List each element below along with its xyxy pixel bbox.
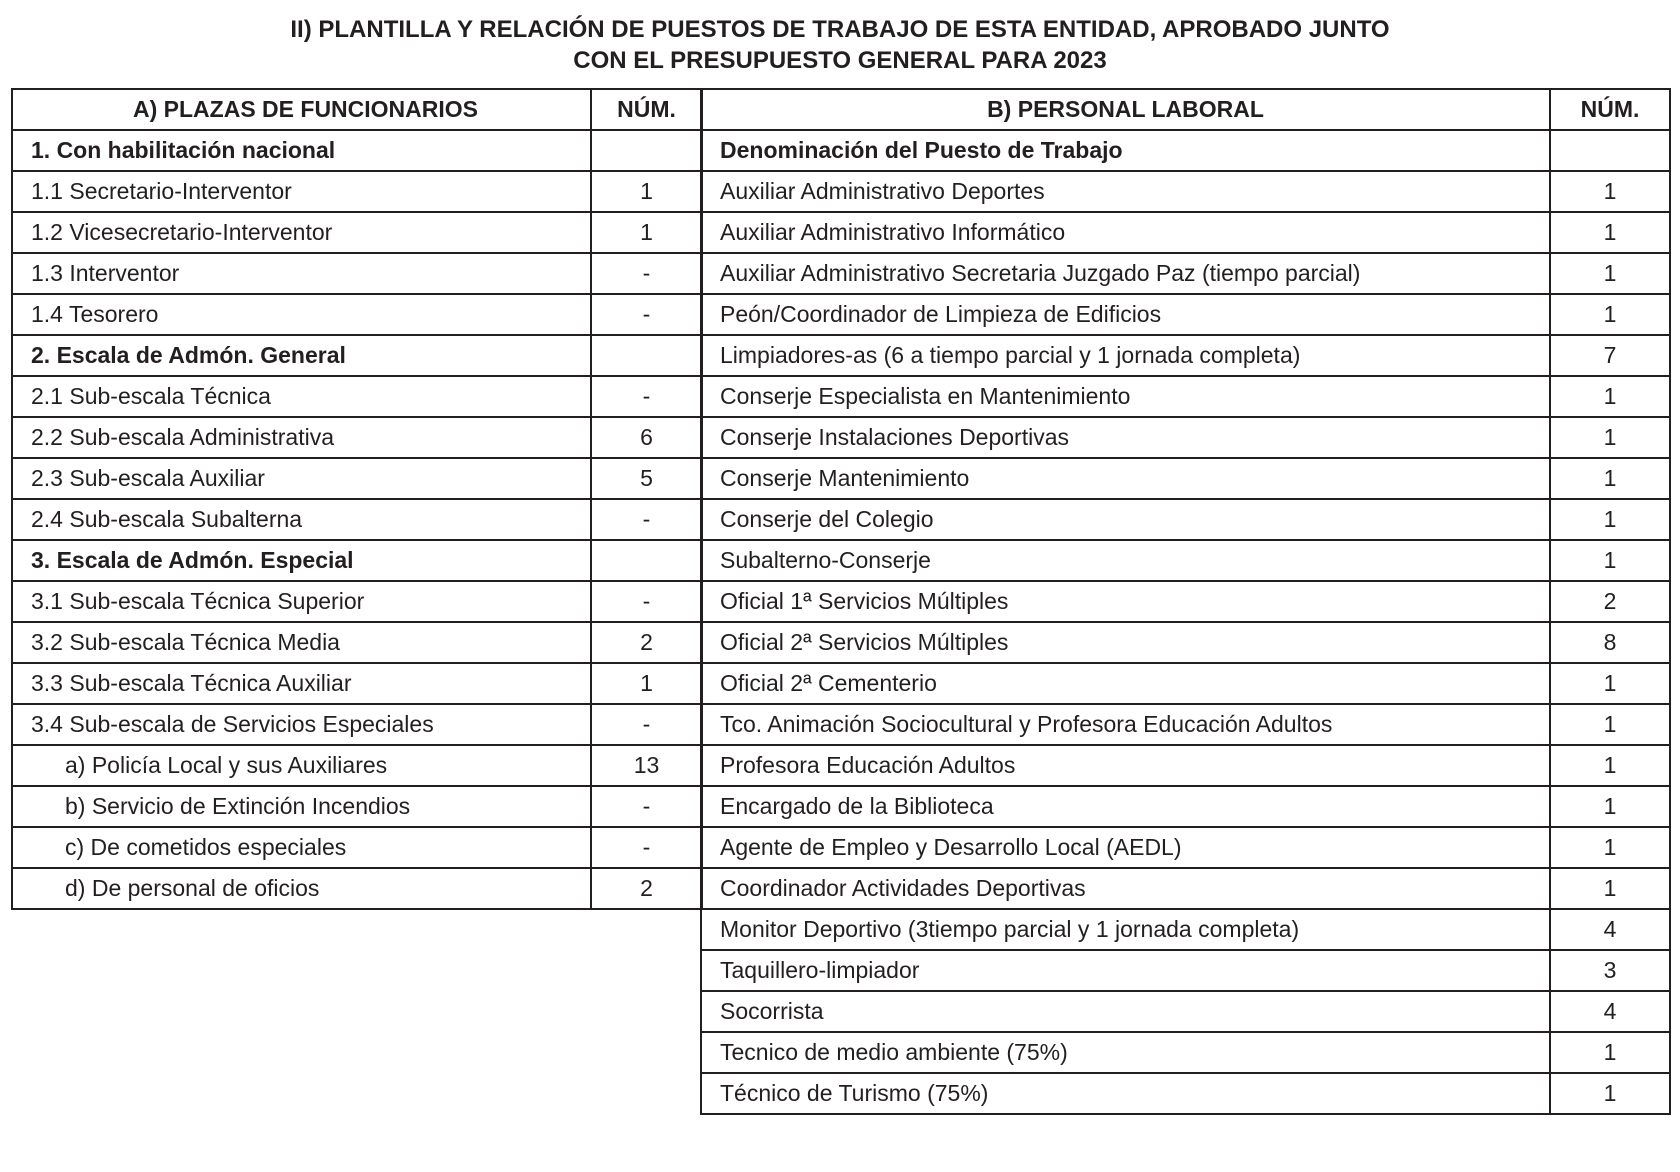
- table-row: [701, 950, 1670, 991]
- row-name: Subalterno-Conserje: [701, 540, 1550, 581]
- row-num: -: [591, 499, 702, 540]
- row-num: [591, 335, 702, 376]
- row-name: 1.1 Secretario-Interventor: [12, 171, 591, 212]
- row-num: 1: [1550, 704, 1670, 745]
- row-name: Conserje Especialista en Mantenimiento: [701, 376, 1550, 417]
- row-name: Denominación del Puesto de Trabajo: [701, 130, 1550, 171]
- table-row: [12, 540, 702, 581]
- row-num: [1550, 130, 1670, 171]
- table-row: [701, 499, 1670, 540]
- row-name: Conserje Mantenimiento: [701, 458, 1550, 499]
- row-num: 1: [591, 171, 702, 212]
- row-name: 2.3 Sub-escala Auxiliar: [12, 458, 591, 499]
- row-num: 1: [1550, 540, 1670, 581]
- row-name: Encargado de la Biblioteca: [701, 786, 1550, 827]
- table-row: [12, 253, 702, 294]
- table-row: [701, 253, 1670, 294]
- table-row: [701, 991, 1670, 1032]
- row-name: 3. Escala de Admón. Especial: [12, 540, 591, 581]
- row-name: Profesora Educación Adultos: [701, 745, 1550, 786]
- table-row: [701, 786, 1670, 827]
- table-row: [12, 458, 702, 499]
- laboral-header-row: [701, 89, 1670, 130]
- row-num: 1: [1550, 827, 1670, 868]
- table-row: [12, 376, 702, 417]
- row-name: 2.1 Sub-escala Técnica: [12, 376, 591, 417]
- row-num: 4: [1550, 909, 1670, 950]
- laboral-header-num: NÚM.: [1550, 89, 1670, 130]
- row-name: Auxiliar Administrativo Deportes: [701, 171, 1550, 212]
- row-name: 3.3 Sub-escala Técnica Auxiliar: [12, 663, 591, 704]
- funcionarios-header-row: [12, 89, 702, 130]
- table-row: [12, 786, 702, 827]
- table-row: [701, 130, 1670, 171]
- row-name: Tecnico de medio ambiente (75%): [701, 1032, 1550, 1073]
- row-num: [591, 540, 702, 581]
- row-num: 1: [1550, 212, 1670, 253]
- row-num: 13: [591, 745, 702, 786]
- table-row: [12, 499, 702, 540]
- table-row: [701, 581, 1670, 622]
- table-row: [701, 212, 1670, 253]
- laboral-header-name: B) PERSONAL LABORAL: [701, 89, 1550, 130]
- row-name: c) De cometidos especiales: [12, 827, 591, 868]
- table-row: [12, 663, 702, 704]
- row-num: 1: [1550, 458, 1670, 499]
- row-num: 1: [1550, 499, 1670, 540]
- table-row: [701, 294, 1670, 335]
- row-name: Auxiliar Administrativo Informático: [701, 212, 1550, 253]
- table-row: [701, 1032, 1670, 1073]
- row-name: Limpiadores-as (6 a tiempo parcial y 1 jornada completa): [701, 335, 1550, 376]
- row-num: 1: [1550, 1073, 1670, 1114]
- table-row: [701, 335, 1670, 376]
- table-row: [12, 868, 702, 909]
- row-num: -: [591, 253, 702, 294]
- table-row: [12, 294, 702, 335]
- row-name: Tco. Animación Sociocultural y Profesora Educación Adultos: [701, 704, 1550, 745]
- row-name: Oficial 1ª Servicios Múltiples: [701, 581, 1550, 622]
- table-row: [12, 171, 702, 212]
- row-num: 1: [1550, 171, 1670, 212]
- row-name: 2.2 Sub-escala Administrativa: [12, 417, 591, 458]
- row-name: Monitor Deportivo (3tiempo parcial y 1 jornada completa): [701, 909, 1550, 950]
- row-num: 5: [591, 458, 702, 499]
- row-name: 2. Escala de Admón. General: [12, 335, 591, 376]
- table-row: [701, 540, 1670, 581]
- row-name: 1.2 Vicesecretario-Interventor: [12, 212, 591, 253]
- funcionarios-table: [11, 88, 703, 910]
- table-row: [701, 745, 1670, 786]
- row-num: 8: [1550, 622, 1670, 663]
- row-num: 2: [591, 868, 702, 909]
- row-num: -: [591, 827, 702, 868]
- table-row: [701, 827, 1670, 868]
- row-num: 1: [1550, 417, 1670, 458]
- row-name: b) Servicio de Extinción Incendios: [12, 786, 591, 827]
- row-name: 3.1 Sub-escala Técnica Superior: [12, 581, 591, 622]
- row-name: Taquillero-limpiador: [701, 950, 1550, 991]
- row-num: 2: [1550, 581, 1670, 622]
- row-name: Auxiliar Administrativo Secretaria Juzgado Paz (tiempo parcial): [701, 253, 1550, 294]
- row-name: 1.3 Interventor: [12, 253, 591, 294]
- row-name: Agente de Empleo y Desarrollo Local (AEDL): [701, 827, 1550, 868]
- row-num: -: [591, 704, 702, 745]
- row-num: 1: [1550, 663, 1670, 704]
- row-num: 1: [1550, 253, 1670, 294]
- row-name: a) Policía Local y sus Auxiliares: [12, 745, 591, 786]
- table-row: [12, 827, 702, 868]
- row-name: Oficial 2ª Cementerio: [701, 663, 1550, 704]
- row-name: 3.4 Sub-escala de Servicios Especiales: [12, 704, 591, 745]
- row-name: 3.2 Sub-escala Técnica Media: [12, 622, 591, 663]
- row-name: d) De personal de oficios: [12, 868, 591, 909]
- row-num: -: [591, 581, 702, 622]
- row-num: -: [591, 294, 702, 335]
- row-name: Conserje del Colegio: [701, 499, 1550, 540]
- table-row: [701, 663, 1670, 704]
- table-row: [12, 417, 702, 458]
- table-row: [12, 581, 702, 622]
- table-row: [701, 171, 1670, 212]
- row-name: Técnico de Turismo (75%): [701, 1073, 1550, 1114]
- row-num: 1: [1550, 786, 1670, 827]
- row-num: 1: [1550, 294, 1670, 335]
- funcionarios-header-name: A) PLAZAS DE FUNCIONARIOS: [12, 89, 591, 130]
- table-row: [701, 909, 1670, 950]
- row-num: 6: [591, 417, 702, 458]
- table-row: [12, 704, 702, 745]
- table-row: [701, 1073, 1670, 1114]
- document-title-line-2: CON EL PRESUPUESTO GENERAL PARA 2023: [573, 47, 1107, 74]
- row-name: 1. Con habilitación nacional: [12, 130, 591, 171]
- funcionarios-header-num: NÚM.: [591, 89, 702, 130]
- table-row: [12, 335, 702, 376]
- row-name: Oficial 2ª Servicios Múltiples: [701, 622, 1550, 663]
- row-num: 7: [1550, 335, 1670, 376]
- table-row: [701, 704, 1670, 745]
- row-name: 1.4 Tesorero: [12, 294, 591, 335]
- laboral-table: [700, 88, 1671, 1115]
- table-row: [12, 745, 702, 786]
- row-name: Conserje Instalaciones Deportivas: [701, 417, 1550, 458]
- table-row: [12, 622, 702, 663]
- row-name: 2.4 Sub-escala Subalterna: [12, 499, 591, 540]
- row-num: 3: [1550, 950, 1670, 991]
- row-num: 1: [1550, 745, 1670, 786]
- table-row: [12, 212, 702, 253]
- row-num: 4: [1550, 991, 1670, 1032]
- table-row: [701, 417, 1670, 458]
- row-num: 1: [1550, 868, 1670, 909]
- table-row: [701, 868, 1670, 909]
- row-num: [591, 130, 702, 171]
- row-num: -: [591, 376, 702, 417]
- table-row: [701, 376, 1670, 417]
- row-name: Peón/Coordinador de Limpieza de Edificios: [701, 294, 1550, 335]
- table-row: [701, 458, 1670, 499]
- row-num: 1: [591, 663, 702, 704]
- row-name: Coordinador Actividades Deportivas: [701, 868, 1550, 909]
- row-num: 1: [1550, 1032, 1670, 1073]
- row-num: 1: [1550, 376, 1670, 417]
- table-row: [12, 130, 702, 171]
- row-name: Socorrista: [701, 991, 1550, 1032]
- document-title-line-1: II) PLANTILLA Y RELACIÓN DE PUESTOS DE TRABAJO DE ESTA ENTIDAD, APROBADO JUNTO: [290, 16, 1390, 43]
- row-num: 1: [591, 212, 702, 253]
- row-num: -: [591, 786, 702, 827]
- row-num: 2: [591, 622, 702, 663]
- table-row: [701, 622, 1670, 663]
